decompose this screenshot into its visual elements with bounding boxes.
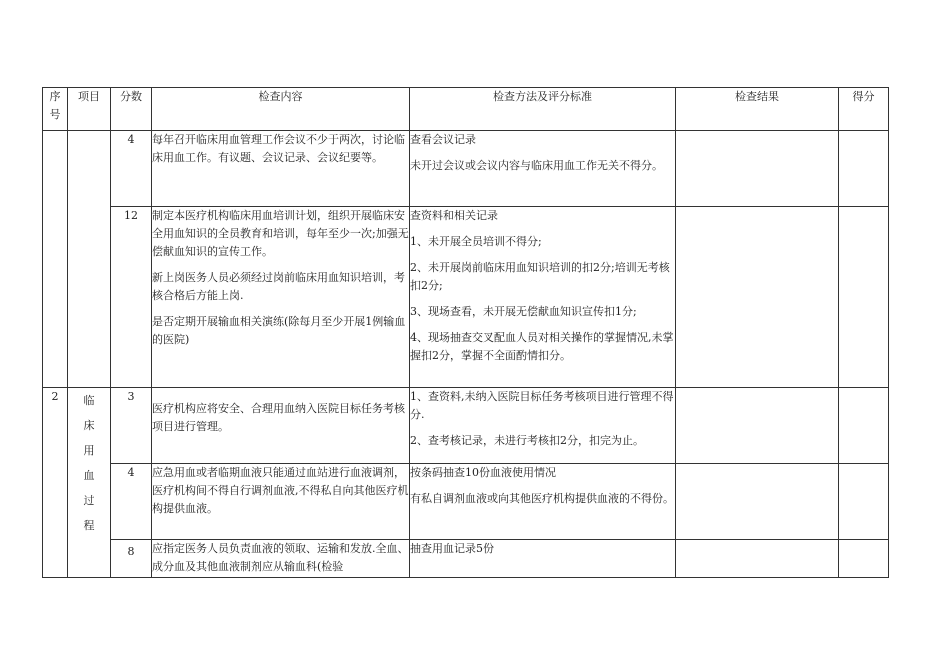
- table-row: [43, 131, 889, 207]
- item-char: 过: [83, 494, 95, 507]
- result-cell[interactable]: [676, 388, 839, 464]
- content-paragraph: 新上岗医务人员必须经过岗前临床用血知识培训，考核合格后方能上岗.: [152, 271, 405, 302]
- header-score: 分数: [111, 88, 152, 131]
- points-cell[interactable]: [839, 540, 889, 578]
- seq-cell: 2: [43, 388, 68, 578]
- score-cell: 3: [111, 388, 152, 464]
- header-seq-char-2: 号: [49, 108, 61, 121]
- content-cell: [152, 540, 410, 578]
- method-cell: [410, 207, 676, 388]
- method-cell: [410, 540, 676, 578]
- points-cell[interactable]: [839, 207, 889, 388]
- item-cell: [68, 388, 111, 578]
- header-content: 检查内容: [152, 88, 410, 131]
- seq-cell: [43, 131, 68, 388]
- method-paragraph: 3、现场查看，未开展无偿献血知识宣传扣1分;: [410, 305, 637, 318]
- header-method: 检查方法及评分标准: [410, 88, 676, 131]
- points-cell[interactable]: [839, 388, 889, 464]
- method-paragraph: 查资料和相关记录: [410, 209, 498, 222]
- score-cell: 8: [111, 540, 152, 578]
- method-paragraph: 4、现场抽查交叉配血人员对相关操作的掌握情况,未掌握扣2分，掌握不全面酌情扣分。: [410, 331, 674, 362]
- score-cell: 12: [111, 207, 152, 388]
- method-paragraph: 1、未开展全员培训不得分;: [410, 235, 542, 248]
- method-paragraph: 查看会议记录: [410, 133, 476, 146]
- content-paragraph: 每年召开临床用血管理工作会议不少于两次，讨论临床用血工作。有议题、会议记录、会议纪要等。: [152, 133, 405, 164]
- table-row: [43, 388, 889, 464]
- method-paragraph: 抽查用血记录5份: [410, 542, 494, 555]
- score-cell: 4: [111, 131, 152, 207]
- result-cell[interactable]: [676, 207, 839, 388]
- table-row: [43, 540, 889, 578]
- method-paragraph: 按条码抽查10份血液使用情况: [410, 466, 556, 479]
- content-paragraph: 应急用血或者临期血液只能通过血站进行血液调剂，医疗机构间不得自行调剂血液,不得私自向其他医疗机构提供血液。: [152, 466, 409, 515]
- item-char: 程: [83, 519, 95, 532]
- header-seq: [43, 88, 68, 131]
- content-paragraph: 制定本医疗机构临床用血培训计划，组织开展临床安全用血知识的全员教育和培训，每年至少一次;加强无偿献血知识的宣传工作。: [152, 209, 409, 258]
- score-cell: 4: [111, 464, 152, 540]
- result-cell[interactable]: [676, 540, 839, 578]
- inspection-table: [42, 87, 889, 578]
- header-item: 项目: [68, 88, 111, 131]
- item-char: 用: [83, 444, 95, 457]
- content-cell: [152, 131, 410, 207]
- header-seq-char-1: 序: [49, 90, 61, 103]
- method-paragraph: 1、查资料,未纳入医院目标任务考核项目进行管理不得分.: [410, 390, 674, 421]
- points-cell[interactable]: [839, 464, 889, 540]
- table-row: [43, 207, 889, 388]
- result-cell[interactable]: [676, 131, 839, 207]
- item-char: 血: [83, 469, 95, 482]
- method-cell: [410, 131, 676, 207]
- item-cell: [68, 131, 111, 388]
- method-paragraph: 未开过会议或会议内容与临床用血工作无关不得分。: [410, 159, 663, 172]
- content-paragraph: 医疗机构应将安全、合理用血纳入医院目标任务考核项目进行管理。: [152, 402, 405, 433]
- header-row: [43, 88, 889, 131]
- table-row: [43, 464, 889, 540]
- content-cell: [152, 388, 410, 464]
- content-cell: [152, 464, 410, 540]
- item-char: 床: [83, 419, 95, 432]
- result-cell[interactable]: [676, 464, 839, 540]
- method-paragraph: 2、查考核记录，未进行考核扣2分，扣完为止。: [410, 434, 644, 447]
- points-cell[interactable]: [839, 131, 889, 207]
- method-paragraph: 有私自调剂血液或向其他医疗机构提供血液的不得份。: [410, 492, 674, 505]
- method-paragraph: 2、未开展岗前临床用血知识培训的扣2分;培训无考核扣2分;: [410, 261, 670, 292]
- content-paragraph: 是否定期开展输血相关演练(除每月至少开展1例输血的医院): [152, 315, 406, 346]
- header-result: 检查结果: [676, 88, 839, 131]
- header-points: 得分: [839, 88, 889, 131]
- method-cell: [410, 388, 676, 464]
- content-cell: [152, 207, 410, 388]
- method-cell: [410, 464, 676, 540]
- content-paragraph: 应指定医务人员负责血液的领取、运输和发放.全血、成分血及其他血液制剂应从输血科(检验: [152, 542, 409, 573]
- item-char: 临: [83, 394, 95, 407]
